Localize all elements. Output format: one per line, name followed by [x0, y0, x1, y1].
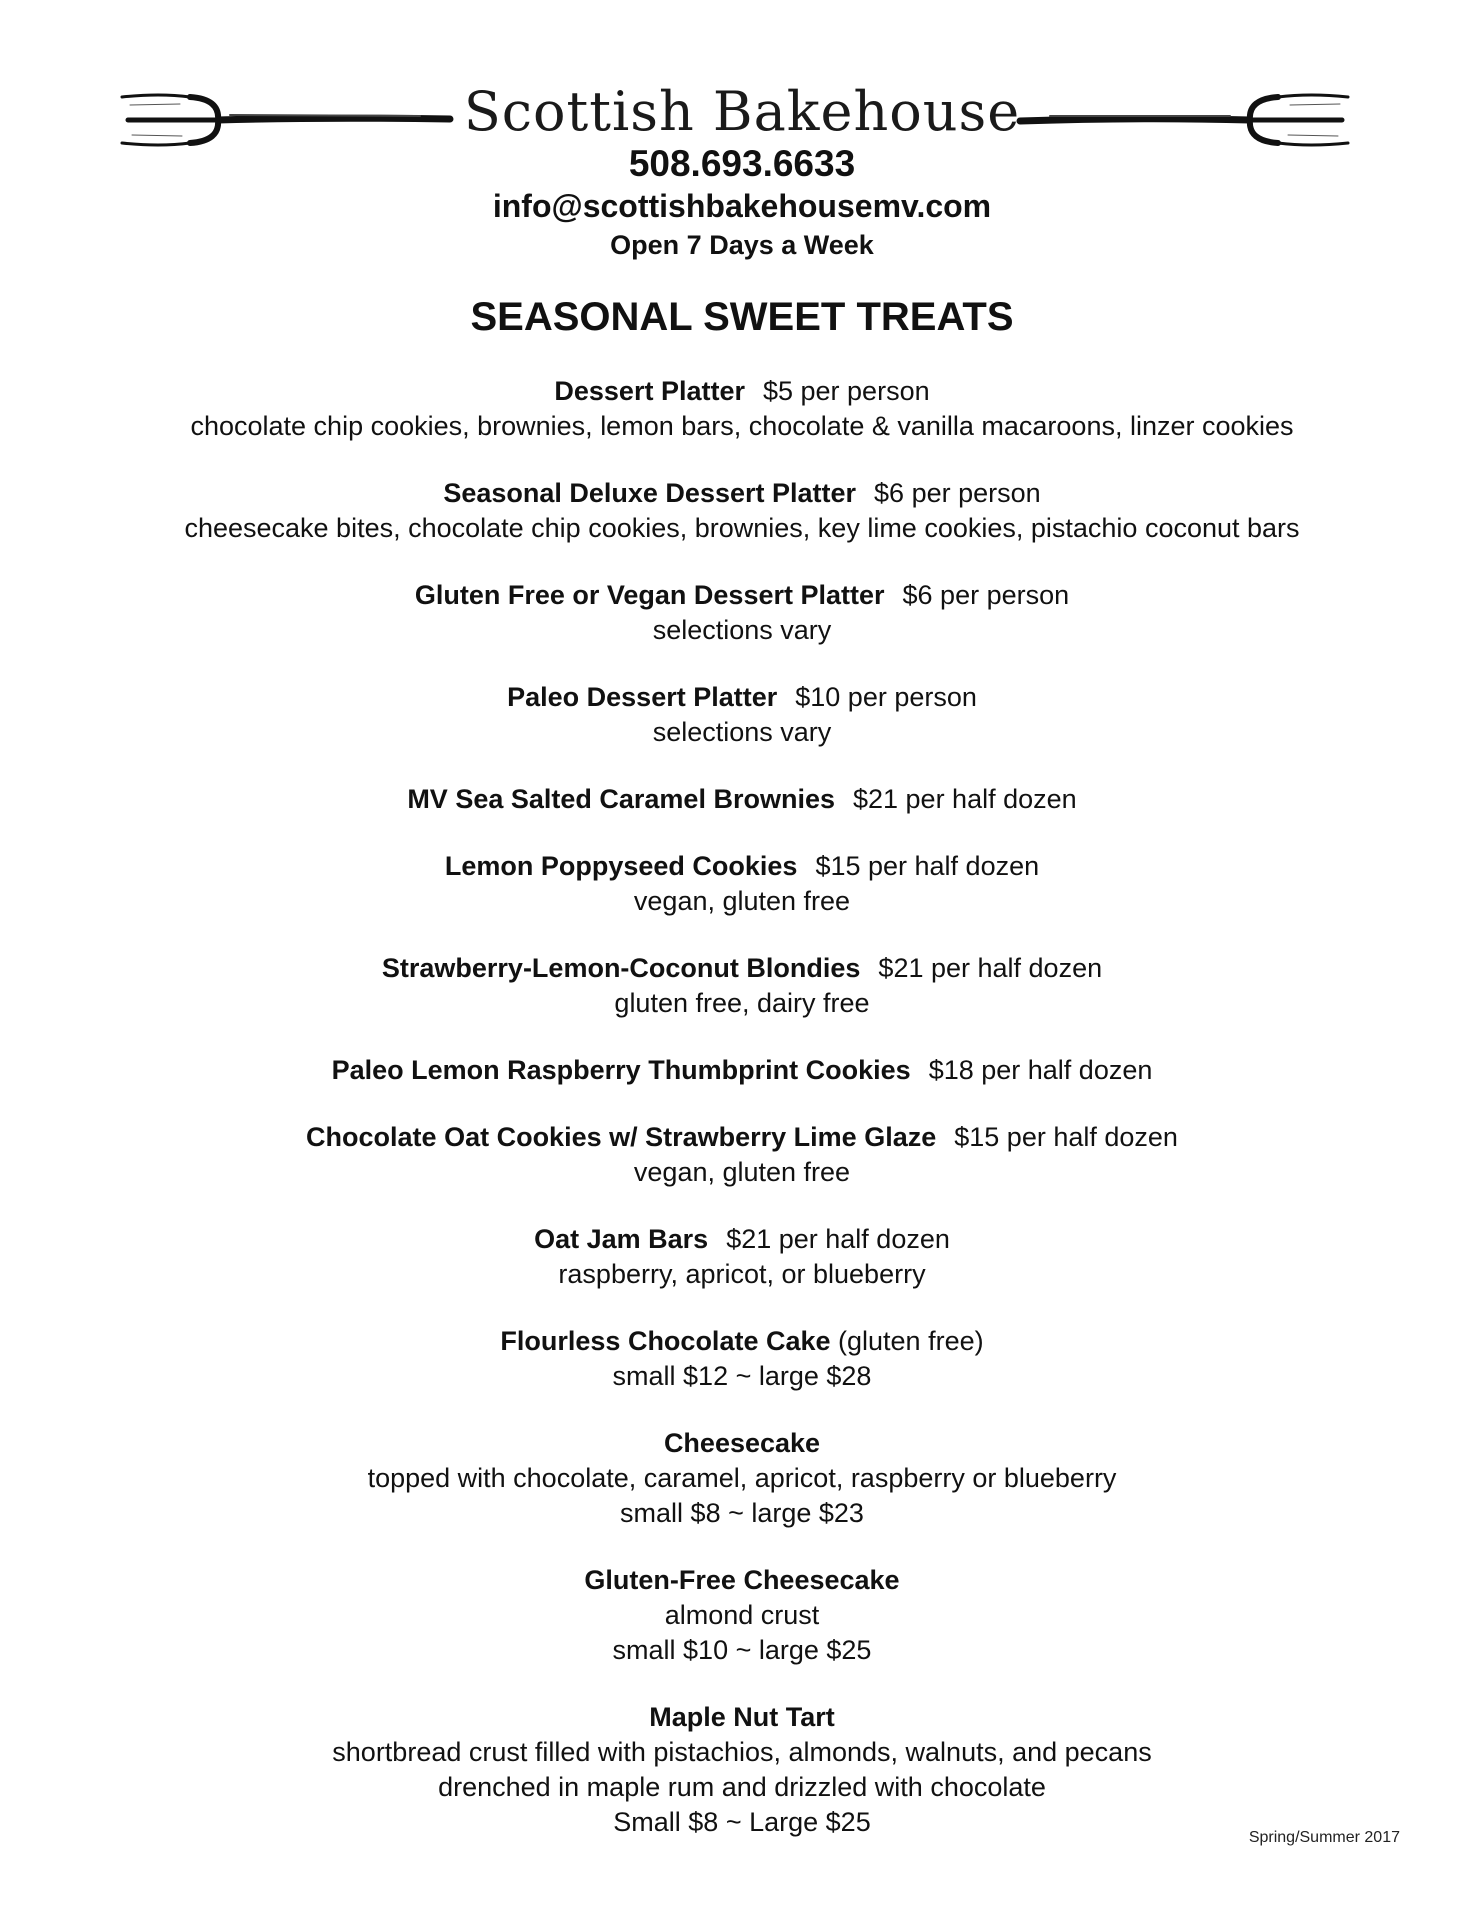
menu-item-name: Chocolate Oat Cookies w/ Strawberry Lime Glaze — [306, 1122, 937, 1152]
menu-item-detail: small $10 ~ large $25 — [612, 1635, 872, 1665]
menu-item — [0, 1563, 1484, 1668]
menu-item-price: $15 per half dozen — [815, 851, 1040, 881]
menu-item-detail: almond crust — [664, 1600, 820, 1630]
menu-item — [0, 782, 1484, 817]
menu-item-name: Seasonal Deluxe Dessert Platter — [443, 478, 857, 508]
menu-item-detail: small $8 ~ large $23 — [620, 1498, 864, 1528]
menu-item-detail: chocolate chip cookies, brownies, lemon bars, chocolate & vanilla macaroons, linzer cookies — [190, 411, 1294, 441]
menu-item — [0, 849, 1484, 919]
business-hours: Open 7 Days a Week — [610, 230, 874, 260]
menu-item-detail: topped with chocolate, caramel, apricot, raspberry or blueberry — [367, 1463, 1117, 1493]
menu-item-detail: vegan, gluten free — [633, 1157, 851, 1187]
menu-item-detail: drenched in maple rum and drizzled with chocolate — [438, 1772, 1046, 1802]
menu-item — [0, 374, 1484, 444]
menu-item-price: $21 per half dozen — [878, 953, 1103, 983]
menu-item-heading — [0, 782, 1484, 817]
business-name: Scottish Bakehouse — [463, 80, 1021, 143]
menu-item-name: Maple Nut Tart — [649, 1702, 835, 1732]
menu-item-note: (gluten free) — [830, 1326, 984, 1356]
menu-item — [0, 1120, 1484, 1190]
menu-item-name: Lemon Poppyseed Cookies — [444, 851, 798, 881]
menu-item-price: $5 per person — [762, 376, 930, 406]
menu-item-detail: selections vary — [652, 615, 832, 645]
menu-item-heading — [0, 951, 1484, 986]
menu-item-price: $6 per person — [902, 580, 1070, 610]
menu-item-heading — [0, 680, 1484, 715]
menu-item-name: Gluten-Free Cheesecake — [584, 1565, 900, 1595]
menu-item-detail: raspberry, apricot, or blueberry — [558, 1259, 926, 1289]
menu-item-price: $21 per half dozen — [852, 784, 1077, 814]
menu-item — [0, 578, 1484, 648]
menu-item-name: MV Sea Salted Caramel Brownies — [407, 784, 835, 814]
menu-item-detail: shortbread crust filled with pistachios, almonds, walnuts, and pecans — [332, 1737, 1152, 1767]
menu-item-heading — [0, 1700, 1484, 1735]
menu-item-price: $6 per person — [874, 478, 1041, 508]
menu-title: SEASONAL SWEET TREATS — [470, 295, 1014, 339]
menu-item-name: Gluten Free or Vegan Dessert Platter — [414, 580, 885, 610]
menu-item — [0, 951, 1484, 1021]
menu-item-heading — [0, 1426, 1484, 1461]
menu-item-heading — [0, 1053, 1484, 1088]
menu-item-heading — [0, 849, 1484, 884]
menu-item-heading — [0, 374, 1484, 409]
menu-item — [0, 1053, 1484, 1088]
menu-item-detail: vegan, gluten free — [633, 886, 851, 916]
season-label: Spring/Summer 2017 — [1248, 1829, 1400, 1846]
menu-item-name: Oat Jam Bars — [534, 1224, 709, 1254]
trident-fork-right-icon — [1010, 85, 1350, 155]
menu-item-heading — [0, 1222, 1484, 1257]
menu-item-price: $18 per half dozen — [928, 1055, 1153, 1085]
menu-item — [0, 1426, 1484, 1531]
menu-item-heading — [0, 578, 1484, 613]
menu-item — [0, 476, 1484, 546]
menu-item — [0, 1700, 1484, 1840]
phone-number: 508.693.6633 — [628, 143, 856, 184]
menu-item-detail: Small $8 ~ Large $25 — [613, 1807, 871, 1837]
menu-item-heading — [0, 1120, 1484, 1155]
menu-item-name: Flourless Chocolate Cake — [500, 1326, 831, 1356]
menu-item — [0, 680, 1484, 750]
menu-item-price: $15 per half dozen — [954, 1122, 1178, 1152]
menu-item-heading — [0, 1324, 1484, 1359]
menu-item-heading — [0, 476, 1484, 511]
email-address: info@scottishbakehousemv.com — [492, 188, 992, 224]
menu-item — [0, 1324, 1484, 1394]
menu-item-heading — [0, 1563, 1484, 1598]
menu-item-name: Dessert Platter — [554, 376, 745, 406]
menu-item-name: Cheesecake — [663, 1428, 821, 1458]
menu-item — [0, 1222, 1484, 1292]
menu-item-detail: gluten free, dairy free — [614, 988, 870, 1018]
menu-item-name: Strawberry-Lemon-Coconut Blondies — [381, 953, 861, 983]
menu-item-detail: selections vary — [652, 717, 832, 747]
menu-list — [0, 374, 1484, 1872]
menu-item-detail: cheesecake bites, chocolate chip cookies, brownies, key lime cookies, pistachio coconut bars — [184, 513, 1300, 543]
menu-item-name: Paleo Dessert Platter — [507, 682, 778, 712]
menu-item-price: $21 per half dozen — [726, 1224, 950, 1254]
menu-item-name: Paleo Lemon Raspberry Thumbprint Cookies — [331, 1055, 911, 1085]
menu-header — [0, 0, 1484, 260]
menu-item-price: $10 per person — [795, 682, 977, 712]
menu-item-detail: small $12 ~ large $28 — [612, 1361, 872, 1391]
